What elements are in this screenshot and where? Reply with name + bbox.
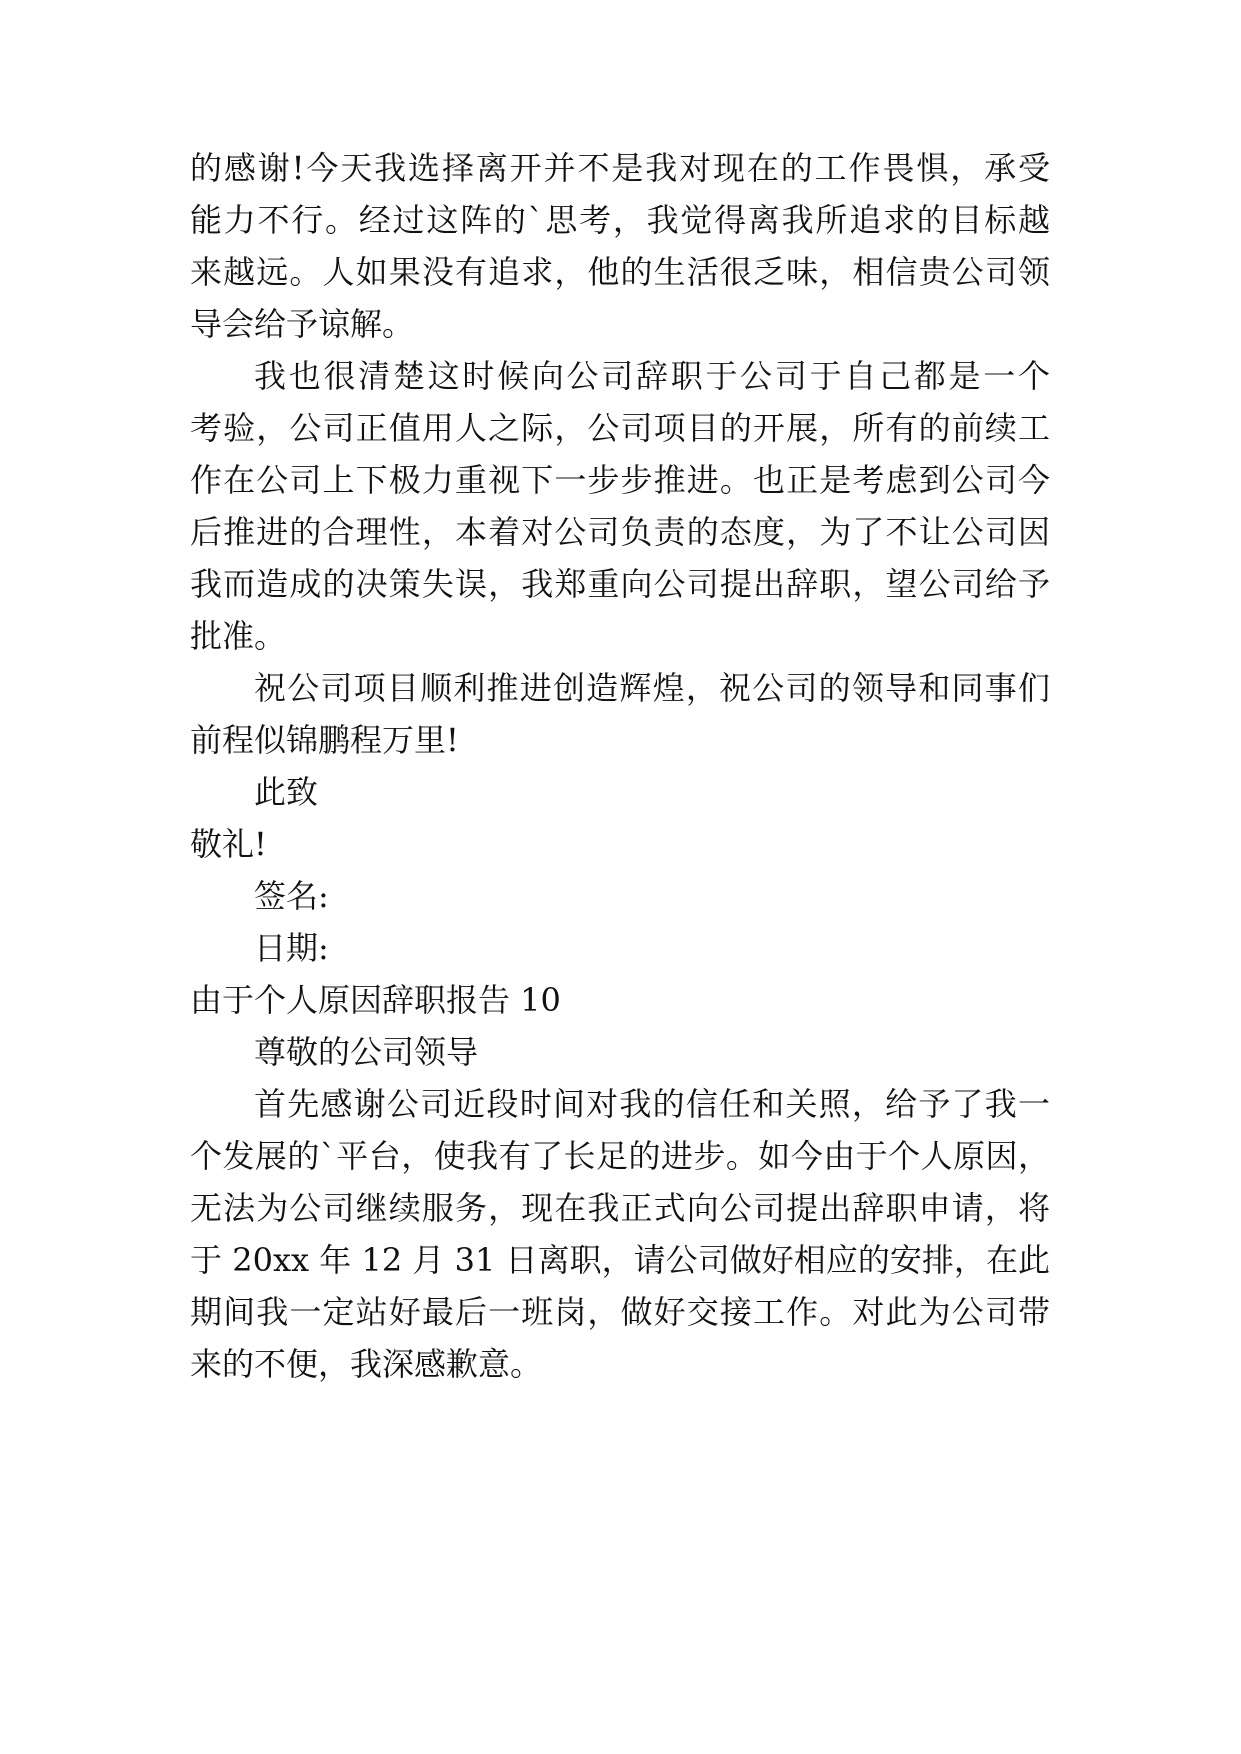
paragraph-line: 批准。 <box>190 617 287 655</box>
paragraph-line: 我也很清楚这时候向公司辞职于公司于自己都是一个 <box>254 357 1050 395</box>
paragraph-line: 后推进的合理性，本着对公司负责的态度，为了不让公司因 <box>190 513 1050 551</box>
paragraph-line: 期间我一定站好最后一班岗，做好交接工作。对此为公司带 <box>190 1293 1050 1331</box>
paragraph-line: 作在公司上下极力重视下一步步推进。也正是考虑到公司今 <box>190 461 1050 499</box>
paragraph-line: 的感谢!今天我选择离开并不是我对现在的工作畏惧，承受 <box>190 149 1050 187</box>
paragraph-line: 于 20xx 年 12 月 31 日离职，请公司做好相应的安排，在此 <box>190 1241 1050 1279</box>
paragraph-line: 我而造成的决策失误，我郑重向公司提出辞职，望公司给予 <box>190 565 1050 603</box>
closing-salutation: 此致 <box>254 773 319 811</box>
paragraph-line: 来的不便，我深感歉意。 <box>190 1345 543 1383</box>
paragraph-line: 考验，公司正值用人之际，公司项目的开展，所有的前续工 <box>190 409 1050 447</box>
section-title: 由于个人原因辞职报告 10 <box>190 981 561 1019</box>
signature-label: 签名: <box>254 877 329 915</box>
date-label: 日期: <box>254 929 329 967</box>
paragraph-line: 首先感谢公司近段时间对我的信任和关照，给予了我一 <box>254 1085 1050 1123</box>
paragraph-line: 导会给予谅解。 <box>190 305 415 343</box>
paragraph-line: 能力不行。经过这阵的`思考，我觉得离我所追求的目标越 <box>190 201 1050 239</box>
closing-regards: 敬礼! <box>190 825 267 863</box>
paragraph-line: 来越远。人如果没有追求，他的生活很乏味，相信贵公司领 <box>190 253 1050 291</box>
paragraph-line: 无法为公司继续服务，现在我正式向公司提出辞职申请，将 <box>190 1189 1050 1227</box>
paragraph-line: 祝公司项目顺利推进创造辉煌，祝公司的领导和同事们 <box>254 669 1050 707</box>
greeting: 尊敬的公司领导 <box>254 1033 479 1071</box>
paragraph-line: 前程似锦鹏程万里! <box>190 721 459 759</box>
paragraph-line: 个发展的`平台，使我有了长足的进步。如今由于个人原因， <box>190 1137 1050 1175</box>
